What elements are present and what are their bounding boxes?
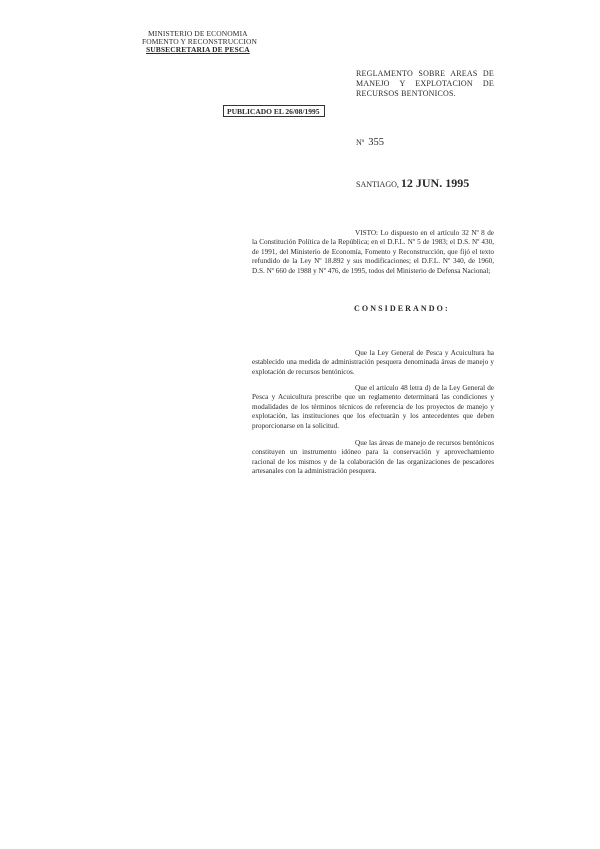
published-stamp: PUBLICADO EL 26/08/1995 bbox=[223, 105, 325, 117]
considerando-1-text: Que la Ley General de Pesca y Acuicultura ha establecido una medida de administración pesquera denominada áreas de manejo y explotación de recursos bentónicos. bbox=[252, 349, 494, 376]
visto-paragraph bbox=[252, 229, 494, 276]
considerando-3-text: Que las áreas de manejo de recursos bentónicos constituyen un instrumento idóneo para la conservación y aprovechamiento racional de los mismos y de la colaboración de las organizaciones de pescadores artesanales con la administración pesquera. bbox=[252, 439, 494, 476]
decree-number-value: 355 bbox=[368, 137, 385, 148]
subsecretaria-label: SUBSECRETARIA DE PESCA bbox=[146, 45, 250, 54]
date-value: 12 JUN. 1995 bbox=[400, 176, 470, 190]
decree-number bbox=[356, 137, 384, 148]
considerando-2 bbox=[252, 384, 494, 431]
place-label: SANTIAGO, bbox=[356, 180, 399, 189]
considerando-3 bbox=[252, 439, 494, 477]
decree-number-label: Nº bbox=[356, 138, 365, 147]
ministry-line-2: FOMENTO Y RECONSTRUCCION bbox=[142, 37, 258, 46]
visto-text: VISTO: Lo dispuesto en el artículo 32 Nº 8 de la Constitución Política de la República; en el D.F.L. Nº 5 de 1983; el D.S. Nº 430, de 1991, del Ministerio de Economía, Fomento y Reconstrucción, que fijó el texto refundido de la Ley Nº 18.892 y sus modificaciones; el D.F.L. Nº 340, de 1960, D.S. Nº 660 de 1988 y Nº 476, de 1995, todos del Ministerio de Defensa Nacional; bbox=[252, 229, 494, 275]
considerando-1 bbox=[252, 349, 494, 377]
considerando-2-text: Que el artículo 48 letra d) de la Ley General de Pesca y Acuicultura prescribe que un reglamento determinará las condiciones y modalidades de los términos técnicos de referencia de los proyectos de manejo y explotación, las instituciones que los efectuarán y los antecedentes que deben proporcionarse en la solicitud. bbox=[252, 384, 494, 430]
document-title: REGLAMENTO SOBRE AREAS DE MANEJO Y EXPLOTACION DE RECURSOS BENTONICOS. bbox=[356, 69, 494, 98]
considerando-heading: CONSIDERANDO: bbox=[354, 304, 450, 313]
place-date bbox=[356, 176, 469, 191]
ministry-line-1: MINISTERIO DE ECONOMIA bbox=[148, 29, 248, 38]
